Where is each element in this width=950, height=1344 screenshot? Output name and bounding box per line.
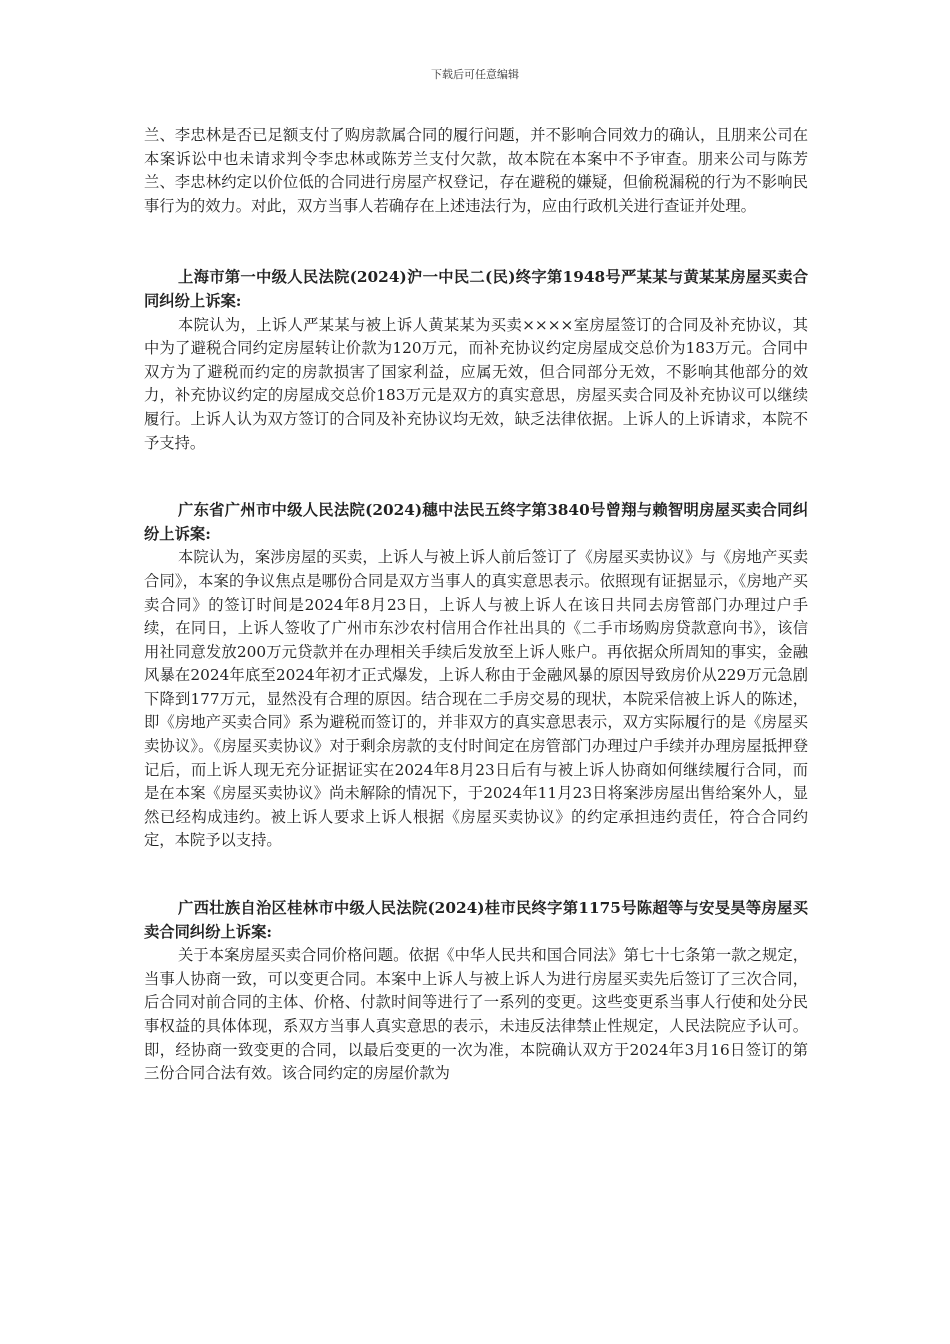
case-body-shanghai: 本院认为，上诉人严某某与被上诉人黄某某为买卖××××室房屋签订的合同及补充协议，其中为了避税合同约定房屋转让价款为120万元，而补充协议约定房屋成交总价为183万元。合同中双方为了避税而约定的房款损害了国家利益，应属无效，但合同部分无效，不影响其他部分的效力，补充协议约定的房屋成交总价183万元是双方的真实意思，房屋买卖合同及补充协议可以继续履行。上诉人认为双方签订的合同及补充协议均无效，缺乏法律依据。上诉人的上诉请求，本院不予支持。 bbox=[144, 315, 808, 452]
case-title-shanghai: 上海市第一中级人民法院(2024)沪一中民二(民)终字第1948号严某某与黄某某房屋买卖合同纠纷上诉案: bbox=[144, 268, 808, 310]
case-title-guilin: 广西壮族自治区桂林市中级人民法院(2024)桂市民终字第1175号陈超等与安旻昊等房屋买卖合同纠纷上诉案: bbox=[144, 899, 808, 941]
case-title-guangzhou: 广东省广州市中级人民法院(2024)穗中法民五终字第3840号曾翔与赖智明房屋买卖合同纠纷上诉案: bbox=[144, 501, 808, 543]
case-body-guangzhou: 本院认为，案涉房屋的买卖，上诉人与被上诉人前后签订了《房屋买卖协议》与《房地产买卖合同》，本案的争议焦点是哪份合同是双方当事人的真实意思表示。依照现有证据显示，《房地产买卖合同》的签订时间是2024年8月23日，上诉人与被上诉人在该日共同去房管部门办理过户手续，在同日，上诉人签收了广州市东沙农村信用合作社出具的《二手市场购房贷款意向书》，该信用社同意发放200万元贷款并在办理相关手续后发放至上诉人账户。再依据众所周知的事实，金融风暴在2024年底至2024年初才正式爆发，上诉人称由于金融风暴的原因导致房价从229万元急剧下降到177万元，显然没有合理的原因。结合现在二手房交易的现状，本院采信被上诉人的陈述，即《房地产买卖合同》系为避税而签订的，并非双方的真实意思表示，双方实际履行的是《房屋买卖协议》。《房屋买卖协议》对于剩余房款的支付时间定在房管部门办理过户手续并办理房屋抵押登记后，而上诉人现无充分证据证实在2024年8月23日后有与被上诉人协商如何继续履行合同，而是在本案《房屋买卖协议》尚未解除的情况下，于2024年11月23日将案涉房屋出售给案外人，显然已经构成违约。被上诉人要求上诉人根据《房屋买卖协议》的约定承担违约责任，符合合同约定，本院予以支持。 bbox=[144, 548, 808, 850]
case-body-guilin: 关于本案房屋买卖合同价格问题。依据《中华人民共和国合同法》第七十七条第一款之规定，当事人协商一致，可以变更合同。本案中上诉人与被上诉人为进行房屋买卖先后签订了三次合同，后合同对前合同的主体、价格、付款时间等进行了一系列的变更。这些变更系当事人行使和处分民事权益的具体体现，系双方当事人真实意思的表示，未违反法律禁止性规定，人民法院应予认可。即，经协商一致变更的合同，以最后变更的一次为准，本院确认双方于2024年3月16日签订的第三份合同合法有效。该合同约定的房屋价款为 bbox=[144, 946, 808, 1083]
intro-paragraph: 兰、李忠林是否已足额支付了购房款属合同的履行问题，并不影响合同效力的确认，且朋来公司在本案诉讼中也未请求判令李忠林或陈芳兰支付欠款，故本院在本案中不予审查。朋来公司与陈芳兰、李忠林约定以价位低的合同进行房屋产权登记，存在避税的嫌疑，但偷税漏税的行为不影响民事行为的效力。对此，双方当事人若确存在上述违法行为，应由行政机关进行查证并处理。 bbox=[144, 126, 808, 215]
document-body bbox=[144, 124, 808, 1086]
header-note: 下载后可任意编辑 bbox=[431, 68, 519, 81]
